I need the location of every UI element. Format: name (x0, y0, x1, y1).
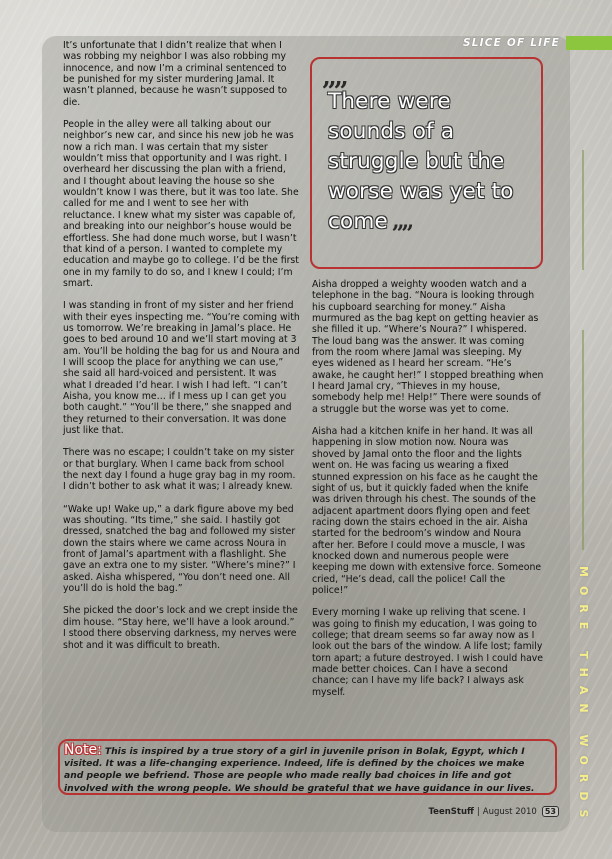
article-right-column (312, 279, 544, 709)
section-accent-bar (566, 36, 612, 50)
paragraph: There was no escape; I couldn’t take on my sister or that burglary. When I came back from school the next day I found a huge gray bag in my room. I didn’t bother to ask what it was; I already knew. (63, 447, 296, 493)
page-number: 53 (542, 806, 559, 817)
magazine-name: TeenStuff (428, 806, 474, 817)
article-left-column (63, 40, 300, 662)
note-text: This is inspired by a true story of a girl in juvenile prison in Bolak, Egypt, which I visited. It was a life-changing experience. Indeed, life is defined by the choices we make and people we befriend. Those are people who made really bad choices in life and got involved with the wrong people. We should be grateful that we have guidance in our lives. (64, 746, 535, 794)
note-label: Note: (64, 742, 102, 758)
section-header (463, 36, 612, 50)
note-box (58, 739, 557, 795)
close-quote-icon: „„ (391, 208, 412, 234)
open-quote-icon: „„ (322, 62, 346, 92)
paragraph: It’s unfortunate that I didn’t realize that when I was robbing my neighbor I was also robbing my innocence, and now I’m a criminal sentenced to be punished for my sister murdering Jamal. It wasn’t planned, because he wasn’t supposed to die. (63, 40, 288, 108)
paragraph: Aisha dropped a weighty wooden watch and a telephone in the bag. “Noura is looking through his cupboard searching for money.” Aisha murmured as the bag kept on getting heavier as she filled it up. “Where’s Noura?” I whispered. The loud bang was the answer. It was coming from the room where Jamal was sleeping. My eyes widened as I heard her scream. “He’s awake, he caught her!” I stopped breathing when I heard Jamal cry, “Thieves in my house, somebody help me! Help!” There were sounds of a struggle but the worse was yet to come. (312, 279, 544, 415)
section-label: SLICE OF LIFE (463, 37, 560, 49)
plant-stalk-decoration (582, 330, 584, 550)
paragraph: She picked the door’s lock and we crept inside the dim house. “Stay here, we’ll have a look around.” I stood there observing darkness, my nerves were shot and it was difficult to breath. (63, 605, 298, 651)
paragraph: Every morning I wake up reliving that scene. I was going to finish my education, I was going to college; that dream seems so far away now as I look out the bars of the window. A life lost; family torn apart; a future destroyed. I wish I could have made better choices. Can I have a second chance; can I have my life back? I always ask myself. (312, 607, 544, 698)
pull-quote-box (310, 57, 543, 269)
pull-quote-text: There were sounds of a struggle but the worse was yet to come (328, 89, 514, 234)
paragraph: People in the alley were all talking about our neighbor’s new car, and since his new job he was now a rich man. I was certain that my sister wouldn’t miss that opportunity and I was right. I overheard her discussing the plan with a friend, and I thought about leaving the house so she wouldn’t know I was there, but it was too late. She called for me and I went to see her with reluctance. I knew what my sister was capable of, and breaking into our neighbor’s house would be effortless. She had done much worse, but I wasn’t that kind of a person. I wanted to complete my education and maybe go to college. I’d be the first one in my family to do so, and I knew I could; I’m smart. (63, 119, 299, 289)
issue-date: August 2010 (482, 806, 537, 817)
paragraph: I was standing in front of my sister and her friend with their eyes inspecting me. “You’re coming with us tomorrow. We’re breaking in Jamal’s place. He goes to bed around 10 and we’ll start moving at 3 am. You’ll be holding the bag for us and Noura and I will scoop the place for anything we can use,” she said all hard-voiced and persistent. It was what I dreaded I’d hear. I wish I had left. “I can’t Aisha, you know me… if I mess up I can get you both caught.” “You’ll be there,” she snapped and they returned to their conversation. It was done just like that. (63, 300, 300, 436)
plant-stalk-decoration (582, 150, 584, 270)
paragraph: Aisha had a kitchen knife in her hand. It was all happening in slow motion now. Noura was shoved by Jamal onto the floor and the lights went on. He was facing us wearing a fixed stunned expression on his face as he caught the sight of us, but it quickly faded when the knife was driven through his chest. The sounds of the adjacent apartment doors flying open and feet racing down the stairs echoed in the air. Aisha started for the bedroom’s window and Noura after her. Before I could move a muscle, I was knocked down and numerous people were keeping me down with extensive force. Someone cried, “He’s dead, call the police! Call the police!” (312, 426, 542, 596)
page-footer (429, 806, 559, 817)
footer-separator: | (476, 806, 480, 817)
pull-quote (328, 87, 533, 237)
side-tagline: MORE THAN WORDS (577, 566, 590, 827)
paragraph: “Wake up! Wake up,” a dark figure above my bed was shouting. “Its time,” she said. I hastily got dressed, snatched the bag and followed my sister down the stairs where we came across Noura in front of Jamal’s apartment with a flashlight. She gave an extra one to my sister. “Where’s mine?” I asked. Aisha whispered, “You don’t need one. All you’ll do is hold the bag.” (63, 503, 296, 595)
